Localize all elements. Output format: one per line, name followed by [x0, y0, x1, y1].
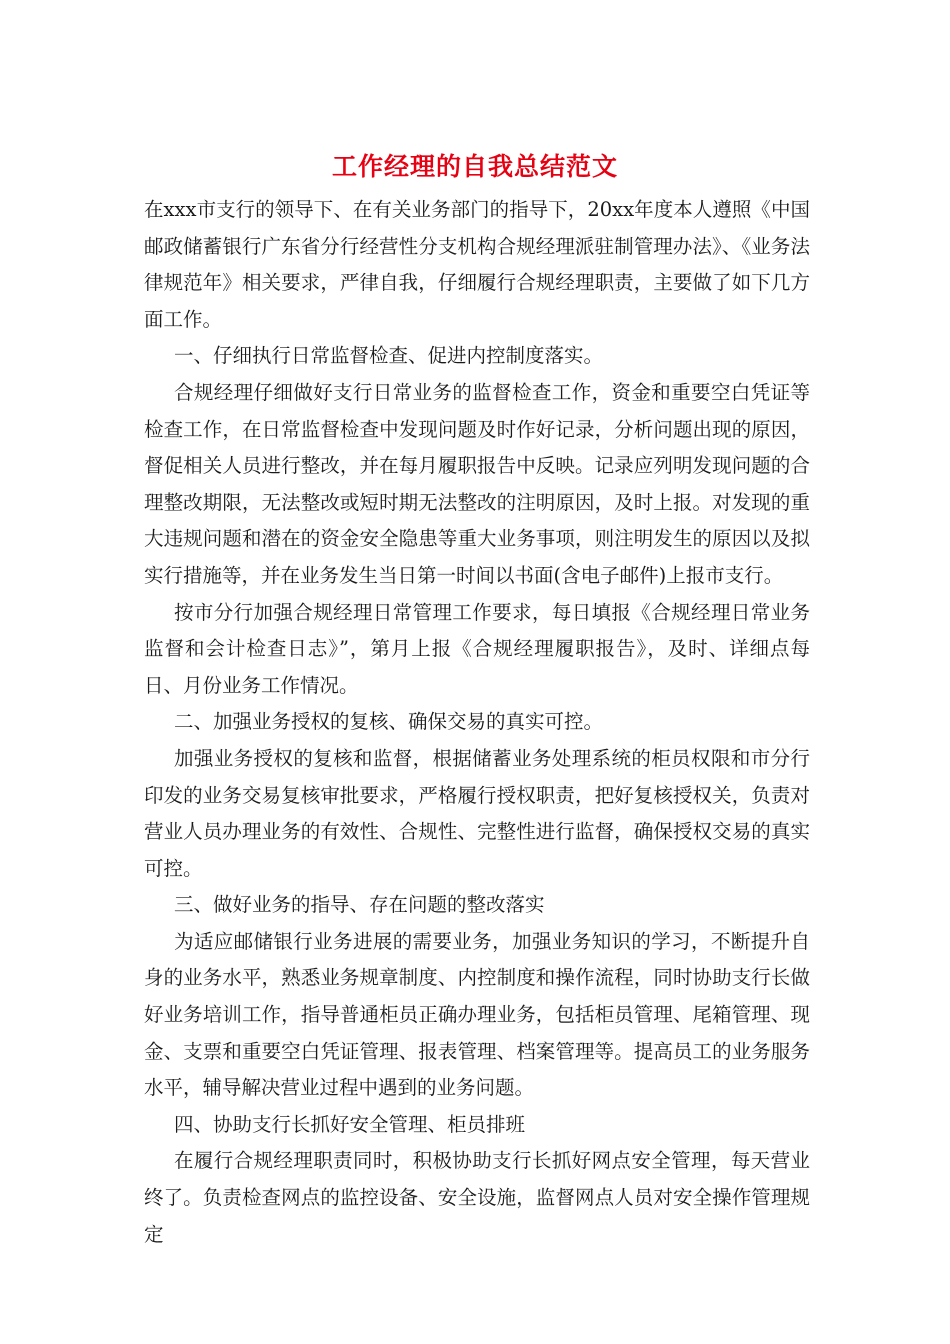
document-title: 工作经理的自我总结范文	[331, 152, 618, 181]
paragraph: 加强业务授权的复核和监督，根据储蓄业务处理系统的柜员权限和市分行印发的业务交易复核审批要求，严格履行授权职责，把好复核授权关，负责对营业人员办理业务的有效性、合规性、完整性进行监督，确保授权交易的真实可控。	[144, 746, 810, 880]
paragraph: 在履行合规经理职责同时，积极协助支行长抓好网点安全管理，每天营业终了。负责检查网点的监控设备、安全设施，监督网点人员对安全操作管理规定	[144, 1149, 810, 1246]
paragraph: 为适应邮储银行业务进展的需要业务，加强业务知识的学习，不断提升自身的业务水平，熟悉业务规章制度、内控制度和操作流程，同时协助支行长做好业务培训工作，指导普通柜员正确办理业务，包括柜员管理、尾箱管理、现金、支票和重要空白凭证管理、报表管理、档案管理等。提高员工的业务服务水平，辅导解决营业过程中遇到的业务问题。	[144, 929, 810, 1100]
paragraph: 一、仔细执行日常监督检查、促进内控制度落实。	[174, 344, 604, 368]
paragraph: 在xxx市支行的领导下、在有关业务部门的指导下，20xx年度本人遵照《中国邮政储蓄银行广东省分行经营性分支机构合规经理派驻制管理办法》、《业务法律规范年》相关要求，严律自我，仔细履行合规经理职责，主要做了如下几方面工作。	[144, 198, 810, 331]
paragraph: 按市分行加强合规经理日常管理工作要求，每日填报《合规经理日常业务监督和会计检查日志》”，第月上报《合规经理履职报告》，及时、详细点每日、月份业务工作情况。	[144, 600, 810, 697]
paragraph: 合规经理仔细做好支行日常业务的监督检查工作，资金和重要空白凭证等检查工作，在日常监督检查中发现问题及时作好记录，分析问题出现的原因，督促相关人员进行整改，并在每月履职报告中反映。记录应列明发现问题的合理整改期限，无法整改或短时期无法整改的注明原因，及时上报。对发现的重大违规问题和潜在的资金安全隐患等重大业务事项，则注明发生的原因以及拟实行措施等，并在业务发生当日第一时间以书面(含电子邮件)上报市支行。	[144, 380, 810, 587]
document-body	[144, 192, 810, 1253]
paragraph: 三、做好业务的指导、存在问题的整改落实	[174, 893, 545, 917]
paragraph: 四、协助支行长抓好安全管理、柜员排班	[174, 1112, 526, 1136]
paragraph: 二、加强业务授权的复核、确保交易的真实可控。	[174, 710, 604, 734]
